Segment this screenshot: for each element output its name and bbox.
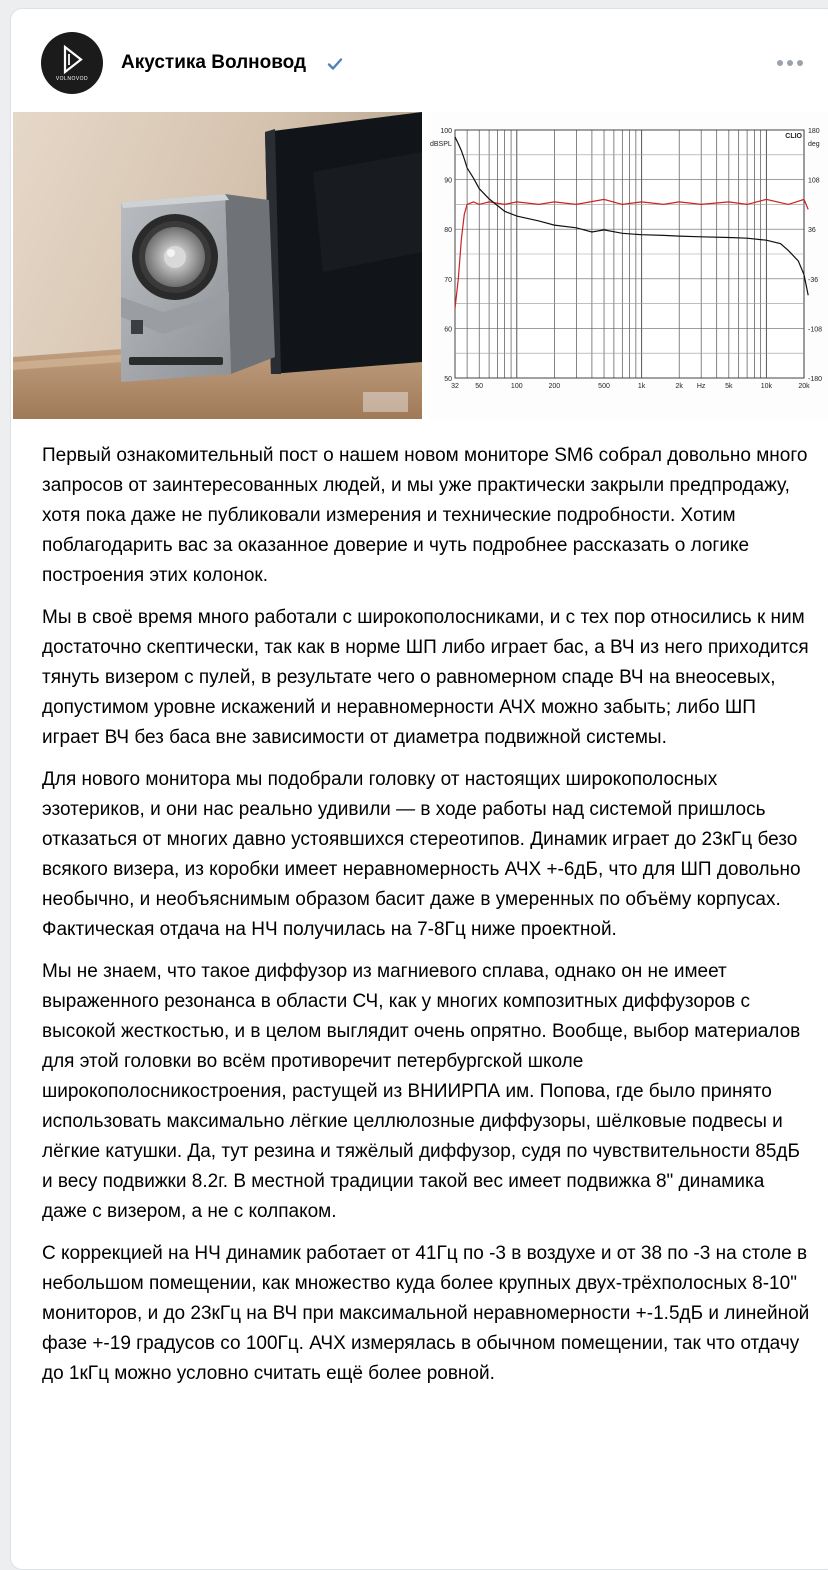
post-text [42,441,812,1401]
x-tick-label: 20k [798,383,810,390]
speaker-photo-image [13,112,422,419]
chart-svg [427,112,828,419]
paragraph-3: Для нового монитора мы подобрали головку от настоящих широкополосных эзотериков, и они нас реально удивили — в ходе работы над системой пришлось отказаться от многих давно устоявшихся стереотипов. Динамик играет до 23кГц безо всякого визера, из коробки имеет неравномерность АЧХ +-6дБ, что для ШП довольно необычно, и необъяснимым образом басит даже в умеренных по объёму корпусах. Фактическая отдача на НЧ получилась на 7-8Гц ниже проектной. [42,769,801,940]
paragraph-5: С коррекцией на НЧ динамик работает от 41Гц по -3 в воздухе и от 38 по -3 на столе в небольшом помещении, как множество куда более крупных двух-трёхполосных 8-10" мониторов, и до 23кГц на ВЧ при максимальной неравномерности +-1.5дБ и линейной фазе +-19 градусов со 100Гц. АЧХ измерялась в обычном помещении, так что отдачу до 1кГц можно условно считать ещё более ровной. [42,1243,810,1384]
clio-brand-label: CLIO [785,133,802,140]
y2-tick-label: -36 [808,276,819,284]
post-card [10,8,828,1570]
avatar-caption: VOLNOVOD [55,76,89,82]
x-tick-label: 2k [675,383,683,390]
x-tick-label: 1k [637,383,646,390]
x-tick-label: 200 [548,383,561,390]
y-tick-label: 90 [444,177,452,185]
speaker-photo[interactable] [13,112,422,419]
x-tick-label: Hz [696,383,706,390]
paragraph-4: Мы не знаем, что такое диффузор из магниевого сплава, однако он не имеет выраженного резонанса в области СЧ, как у многих композитных диффузоров с высокой жесткостью, и в целом выглядит очень опрятно. Вообще, выбор материалов для этой головки во всём противоречит петербургской школе широкополосникостроения, растущей из ВНИИРПА им. Попова, где было принято использовать максимально лёгкие целлюлозные диффузоры, шёлковые подвесы и лёгкие катушки. Да, тут резина и тяжёлый диффузор, судя по чувствительности 85дБ и весу подвижки 8.2г. В местной традиции такой вес имеет подвижка 8" динамика даже с визером, а не с колпаком. [42,961,801,1222]
y-unit-label: dBSPL [430,141,452,148]
frequency-response-chart[interactable] [427,112,828,419]
y-tick-label: 100 [440,128,452,135]
y-tick-label: 70 [444,276,452,284]
y-tick-label: 60 [444,326,452,334]
y-tick-label: 80 [444,227,452,235]
volnovod-logo-icon [41,32,103,94]
y2-tick-label: -180 [808,376,823,383]
x-tick-label: 100 [510,383,523,390]
y2-tick-label: 180 [808,128,820,135]
y2-unit-label: deg [808,141,820,148]
author-name[interactable]: Акустика Волновод [121,52,307,73]
paragraph-2: Мы в своё время много работали с широкополосниками, и с тех пор относились к ним достаточно скептически, так как в норме ШП либо играет бас, а ВЧ из него приходится тянуть визером с пулей, в результате чего о равномерном спаде ВЧ на внеосевых, допустимом уровне искажений и неравномерности АЧХ можно забыть; либо ШП играет ВЧ без баса вне зависимости от диаметра подвижной системы. [42,607,809,748]
x-tick-label: 32 [451,383,459,390]
paragraph-1: Первый ознакомительный пост о нашем новом мониторе SM6 собрал довольно много запросов от заинтересованных людей, и мы уже практически закрыли предпродажу, хотя пока даже не публиковали измерения и технические подробности. Хотим поблагодарить вас за оказанное доверие и чуть подробнее рассказать о логике построения этих колонок. [42,445,808,586]
y2-tick-label: 36 [808,227,816,235]
post-header [11,9,828,113]
x-tick-label: 500 [598,383,610,390]
y-tick-label: 50 [444,376,452,383]
avatar[interactable] [41,32,103,94]
y2-tick-label: -108 [808,326,823,334]
verified-check-icon [327,56,343,72]
x-tick-label: 10k [760,383,773,390]
more-dots-icon[interactable] [775,53,805,73]
y2-tick-label: 108 [808,177,820,185]
x-tick-label: 50 [475,383,484,390]
x-tick-label: 5k [725,383,733,390]
